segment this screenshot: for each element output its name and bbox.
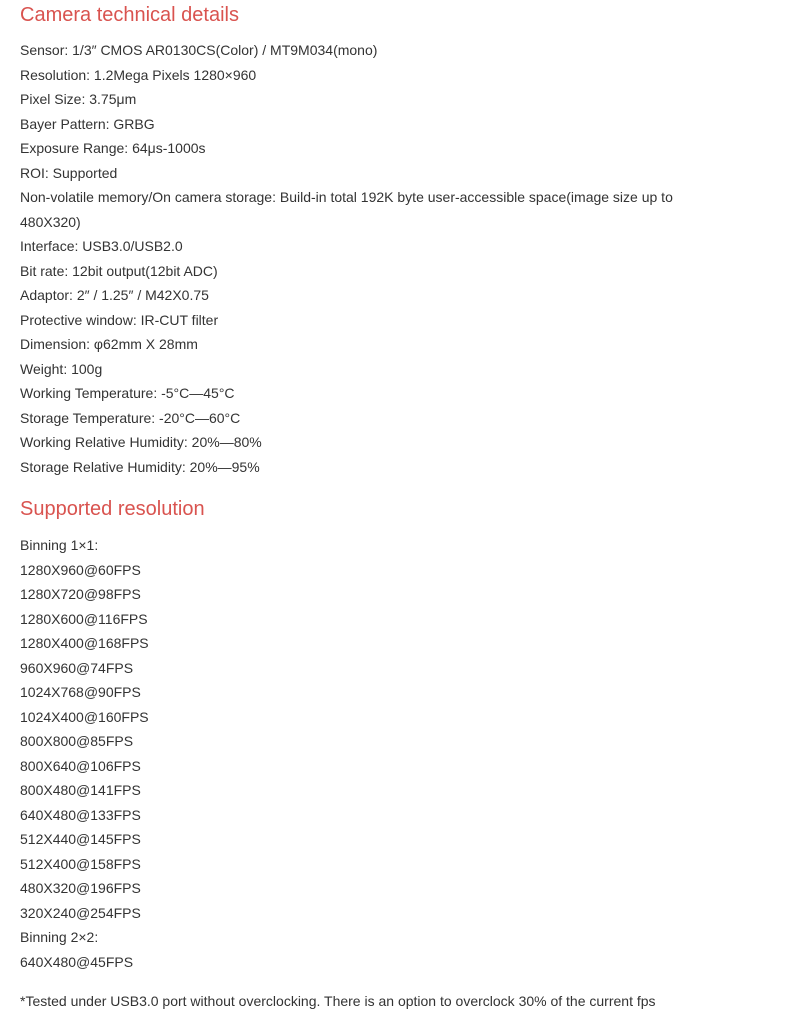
resolution-item: 1024X400@160FPS [20, 708, 149, 725]
spec-line-pixel-size: Pixel Size: 3.75μm [20, 91, 137, 107]
resolution-item: 800X800@85FPS [20, 733, 134, 749]
spec-line-sensor: Sensor: 1/3″ CMOS AR0130CS(Color) / MT9M034(mono) [20, 42, 378, 58]
resolution-item: 1280X960@60FPS [20, 561, 141, 578]
spec-line-storage: Non-volatile memory/On camera storage: Build-in total 192K byte user-accessible space(image size up to 480X320) [20, 189, 673, 230]
spec-line-dimension: Dimension: φ62mm X 28mm [20, 336, 198, 352]
spec-line-bit-rate: Bit rate: 12bit output(12bit ADC) [20, 262, 218, 279]
spec-line-bayer-pattern: Bayer Pattern: GRBG [20, 115, 155, 132]
resolution-group-label: Binning 1×1: [20, 537, 99, 553]
resolution-item: 480X320@196FPS [20, 880, 141, 896]
resolution-item: 320X240@254FPS [20, 904, 141, 921]
resolution-item: 1280X600@116FPS [20, 610, 148, 627]
spec-line-storage-temperature: Storage Temperature: -20°C—60°C [20, 409, 241, 426]
resolution-item: 1280X720@98FPS [20, 586, 141, 602]
resolution-item: 800X480@141FPS [20, 782, 141, 798]
spec-line-weight: Weight: 100g [20, 360, 103, 377]
resolution-item: 960X960@74FPS [20, 659, 134, 676]
technical-spec-list [20, 38, 700, 479]
spec-line-working-temperature: Working Temperature: -5°C—45°C [20, 385, 235, 401]
spec-line-storage-humidity: Storage Relative Humidity: 20%—95% [20, 458, 260, 475]
spec-line-adaptor: Adaptor: 2″ / 1.25″ / M42X0.75 [20, 287, 209, 303]
resolution-group-label: Binning 2×2: [20, 929, 99, 945]
spec-line-exposure-range: Exposure Range: 64μs-1000s [20, 140, 206, 156]
supported-resolution-list [20, 533, 149, 974]
resolution-item: 512X440@145FPS [20, 831, 141, 847]
spec-line-roi: ROI: Supported [20, 164, 118, 181]
spec-line-protective-window: Protective window: IR-CUT filter [20, 311, 219, 328]
spec-line-working-humidity: Working Relative Humidity: 20%—80% [20, 434, 262, 450]
resolution-item: 1280X400@168FPS [20, 635, 149, 651]
spec-line-interface: Interface: USB3.0/USB2.0 [20, 238, 183, 254]
resolution-item: 800X640@106FPS [20, 757, 141, 774]
technical-details-heading: Camera technical details [20, 4, 239, 26]
spec-line-resolution: Resolution: 1.2Mega Pixels 1280×960 [20, 66, 257, 83]
test-conditions-footnote: *Tested under USB3.0 port without overclocking. There is an option to overclock 30% of the current fps [20, 993, 656, 1009]
resolution-item: 512X400@158FPS [20, 855, 141, 872]
supported-resolution-heading: Supported resolution [20, 498, 205, 520]
resolution-item: 1024X768@90FPS [20, 684, 141, 700]
resolution-item: 640X480@45FPS [20, 953, 134, 970]
resolution-item: 640X480@133FPS [20, 806, 141, 823]
